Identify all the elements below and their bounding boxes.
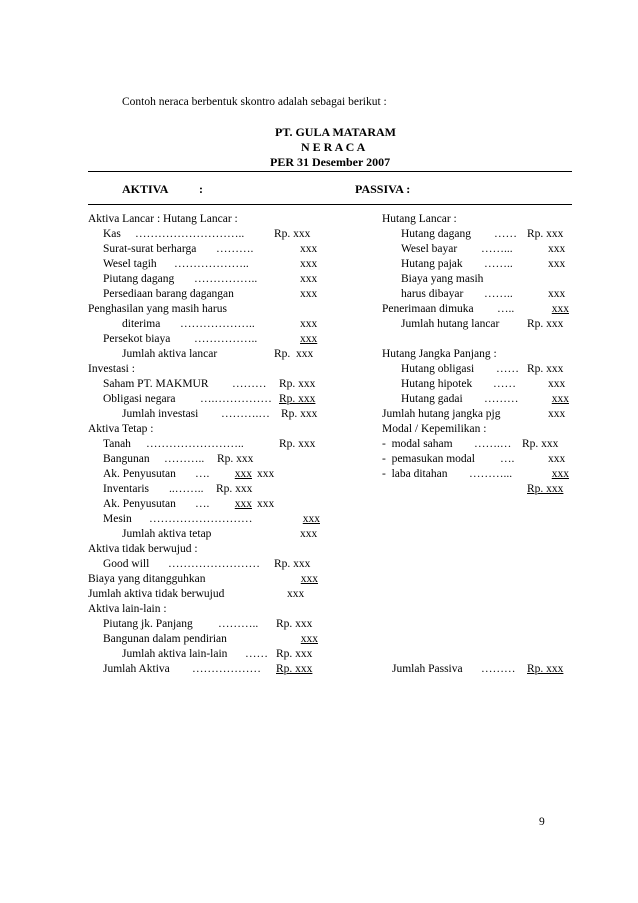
jumlah-passiva-dots: ……… (481, 663, 516, 675)
kas-value: Rp. xxx (274, 228, 311, 240)
hutang-pajak-label: Hutang pajak (401, 258, 463, 270)
ak-penyusutan-2-label: Ak. Penyusutan (103, 498, 176, 510)
header-rule (88, 204, 572, 205)
ak-penyusutan-2-net: xxx (257, 498, 275, 510)
intro-text: Contoh neraca berbentuk skontro adalah sebagai berikut : (122, 96, 387, 108)
jumlah-lain-dots: …… (245, 648, 268, 660)
penerimaan-label: Penerimaan dimuka (382, 303, 474, 315)
ak-penyusutan-1-label: Ak. Penyusutan (103, 468, 176, 480)
pemasukan-modal-label: - pemasukan modal (382, 453, 475, 465)
obligasi-negara-dots: ….…………… (200, 393, 272, 405)
saham-label: Saham PT. MAKMUR (103, 378, 209, 390)
hutang-dagang-label: Hutang dagang (401, 228, 471, 240)
diterima-value: xxx (300, 318, 318, 330)
persediaan-value: xxx (300, 288, 318, 300)
persekot-label: Persekot biaya (103, 333, 171, 345)
passiva-heading: PASSIVA : (355, 182, 411, 196)
piutang-dagang-value: xxx (300, 273, 318, 285)
kas-dots: ……………………….. (135, 228, 245, 240)
modal-saham-dots: …….… (474, 438, 512, 450)
investasi-heading: Investasi : (88, 363, 135, 375)
modal-heading: Modal / Kepemilikan : (382, 423, 487, 435)
jumlah-tidak-berwujud-value: xxx (287, 588, 305, 600)
jumlah-passiva-label: Jumlah Passiva (392, 663, 463, 675)
inventaris-label: Inventaris (103, 483, 149, 495)
jumlah-aktiva-dots: ……………… (192, 663, 261, 675)
tanah-label: Tanah (103, 438, 131, 450)
inventaris-dots: ..…….. (169, 483, 204, 495)
bangunan-pendirian-value: xxx (300, 633, 318, 645)
jumlah-investasi-value: Rp. xxx (281, 408, 318, 420)
hutang-gadai-label: Hutang gadai (401, 393, 463, 405)
persekot-value: xxx (300, 333, 318, 345)
penerimaan-value: xxx (551, 303, 569, 315)
wesel-bayar-value: xxx (548, 243, 566, 255)
aktiva-lain-heading: Aktiva lain-lain : (88, 603, 167, 615)
tanah-value: Rp. xxx (279, 438, 316, 450)
jumlah-aktiva-tetap-value: xxx (300, 528, 318, 540)
wesel-tagih-dots: ……………….. (174, 258, 249, 270)
jumlah-aktiva-label: Jumlah Aktiva (103, 663, 170, 675)
bangunan-dots: ……….. (164, 453, 205, 465)
bangunan-value: Rp. xxx (217, 453, 254, 465)
hutang-hipotek-value: xxx (548, 378, 566, 390)
inventaris-value: Rp. xxx (216, 483, 253, 495)
diterima-label: diterima (122, 318, 161, 330)
ak-penyusutan-1-net: xxx (257, 468, 275, 480)
biaya-ditangguhkan-value: xxx (300, 573, 318, 585)
goodwill-label: Good will (103, 558, 150, 570)
laba-ditahan-value: xxx (551, 468, 569, 480)
aktiva-heading-colon: : (199, 182, 203, 196)
jumlah-lain-label: Jumlah aktiva lain-lain (122, 648, 228, 660)
piutang-dagang-label: Piutang dagang (103, 273, 175, 285)
saham-value: Rp. xxx (279, 378, 316, 390)
piutang-jk-label: Piutang jk. Panjang (103, 618, 193, 630)
obligasi-negara-label: Obligasi negara (103, 393, 176, 405)
piutang-dagang-dots: …………….. (194, 273, 258, 285)
kas-label: Kas (103, 228, 121, 240)
wesel-tagih-label: Wesel tagih (103, 258, 157, 270)
ak-penyusutan-1-dots: …. (195, 468, 210, 480)
jumlah-lain-value: Rp. xxx (276, 648, 313, 660)
harus-dibayar-dots: …….. (484, 288, 513, 300)
penerimaan-dots: ….. (497, 303, 515, 315)
surat-berharga-label: Surat-surat berharga (103, 243, 197, 255)
persekot-dots: …………….. (194, 333, 258, 345)
jumlah-hutang-lancar-label: Jumlah hutang lancar (401, 318, 500, 330)
piutang-jk-value: Rp. xxx (276, 618, 313, 630)
hutang-dagang-dots: …… (494, 228, 517, 240)
bangunan-label: Bangunan (103, 453, 150, 465)
ak-penyusutan-2-dots: …. (195, 498, 210, 510)
surat-berharga-dots: ………. (216, 243, 254, 255)
wesel-bayar-label: Wesel bayar (401, 243, 458, 255)
penghasilan-label: Penghasilan yang masih harus (88, 303, 227, 315)
hutang-hipotek-dots: …… (493, 378, 516, 390)
page-number: 9 (539, 816, 545, 828)
jumlah-hutang-panjang-label: Jumlah hutang jangka pjg (382, 408, 501, 420)
bangunan-pendirian-label: Bangunan dalam pendirian (103, 633, 227, 645)
harus-dibayar-value: xxx (548, 288, 566, 300)
hutang-hipotek-label: Hutang hipotek (401, 378, 473, 390)
biaya-masih-label: Biaya yang masih (401, 273, 484, 285)
report-period: PER 31 Desember 2007 (270, 155, 391, 169)
hutang-pajak-value: xxx (548, 258, 566, 270)
aktiva-tetap-heading: Aktiva Tetap : (88, 423, 154, 435)
mesin-value: xxx (302, 513, 320, 525)
hutang-dagang-value: Rp. xxx (527, 228, 564, 240)
hutang-obligasi-value: Rp. xxx (527, 363, 564, 375)
jumlah-hutang-lancar-value: Rp. xxx (527, 318, 564, 330)
jumlah-aktiva-tetap-label: Jumlah aktiva tetap (122, 528, 212, 540)
pemasukan-modal-value: xxx (548, 453, 566, 465)
hutang-gadai-dots: ……… (484, 393, 519, 405)
aktiva-lancar-heading: Aktiva Lancar : Hutang Lancar : (88, 213, 238, 225)
laba-ditahan-dots: ………... (469, 468, 513, 480)
jumlah-tidak-berwujud-label: Jumlah aktiva tidak berwujud (88, 588, 225, 600)
ak-penyusutan-2-value: xxx (234, 498, 252, 510)
jumlah-hutang-panjang-value: xxx (548, 408, 566, 420)
hutang-gadai-value: xxx (551, 393, 569, 405)
goodwill-value: Rp. xxx (274, 558, 311, 570)
biaya-ditangguhkan-label: Biaya yang ditangguhkan (88, 573, 206, 585)
piutang-jk-dots: ……….. (218, 618, 259, 630)
goodwill-dots: …………………… (168, 558, 260, 570)
hutang-obligasi-dots: …… (496, 363, 519, 375)
ak-penyusutan-1-value: xxx (234, 468, 252, 480)
wesel-tagih-value: xxx (300, 258, 318, 270)
jumlah-aktiva-value: Rp. xxx (276, 663, 313, 675)
mesin-dots: ……………………… (149, 513, 253, 525)
jumlah-aktiva-lancar-label: Jumlah aktiva lancar (122, 348, 218, 360)
hutang-pajak-dots: …….. (484, 258, 513, 270)
laba-ditahan-label: - laba ditahan (382, 468, 448, 480)
jumlah-aktiva-lancar-value: Rp. xxx (274, 348, 314, 360)
hutang-lancar-heading: Hutang Lancar : (382, 213, 457, 225)
top-rule (88, 171, 572, 172)
obligasi-negara-value: Rp. xxx (279, 393, 316, 405)
diterima-dots: ……………….. (180, 318, 255, 330)
modal-total-value: Rp. xxx (527, 483, 564, 495)
report-title: N E R A C A (301, 140, 366, 154)
aktiva-tidak-berwujud-heading: Aktiva tidak berwujud : (88, 543, 198, 555)
pemasukan-modal-dots: …. (500, 453, 515, 465)
persediaan-label: Persediaan barang dagangan (103, 288, 234, 300)
jumlah-investasi-label: Jumlah investasi (122, 408, 199, 420)
wesel-bayar-dots: ……... (481, 243, 513, 255)
harus-dibayar-label: harus dibayar (401, 288, 464, 300)
mesin-label: Mesin (103, 513, 132, 525)
hutang-obligasi-label: Hutang obligasi (401, 363, 475, 375)
tanah-dots: …………………….. (146, 438, 244, 450)
aktiva-heading: AKTIVA (122, 182, 169, 196)
modal-saham-value: Rp. xxx (522, 438, 559, 450)
surat-berharga-value: xxx (300, 243, 318, 255)
jumlah-passiva-value: Rp. xxx (527, 663, 564, 675)
saham-dots: ……… (232, 378, 267, 390)
hutang-panjang-heading: Hutang Jangka Panjang : (382, 348, 497, 360)
company-name: PT. GULA MATARAM (275, 125, 396, 139)
modal-saham-label: - modal saham (382, 438, 453, 450)
jumlah-investasi-dots: ……….… (221, 408, 270, 420)
